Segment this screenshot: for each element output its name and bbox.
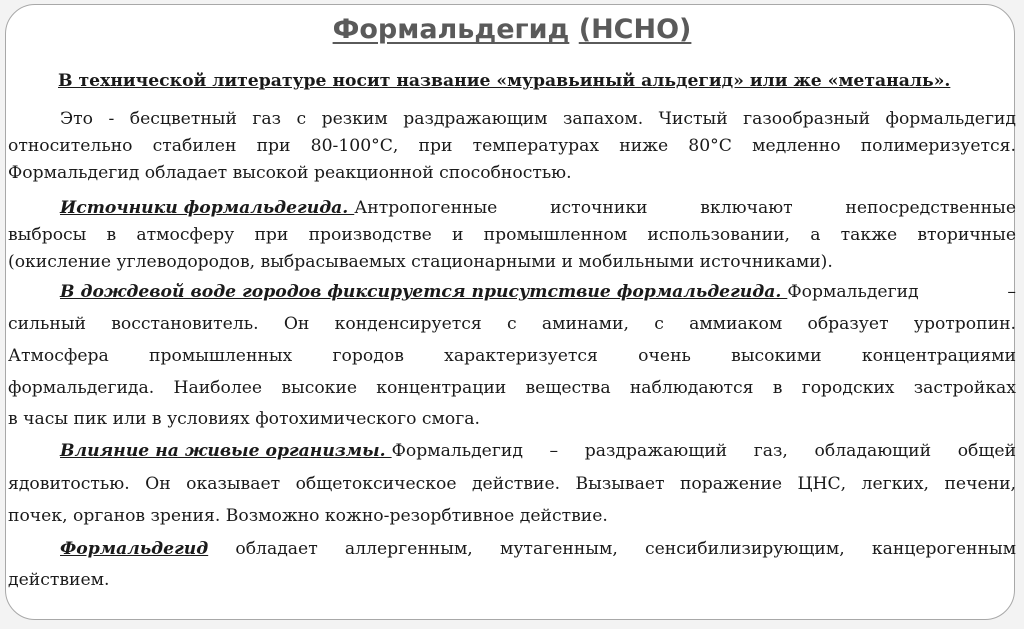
paragraph-3-line-1	[60, 281, 1016, 303]
paragraph-4-line-1-text: Формальдегид – раздражающий газ, обладающий общей	[391, 441, 1016, 461]
paragraph-3-heading: В дождевой воде городов фиксируется присутствие формальдегида.	[60, 282, 788, 302]
title-formula: (НСНО)	[578, 14, 692, 45]
paragraph-2-heading: Источники формальдегида.	[60, 198, 355, 218]
paragraph-1-line-3: Формальдегид обладает высокой реакционной способностью.	[8, 163, 572, 183]
paragraph-2-line-1-text: Антропогенные источники включают непосредственные	[354, 198, 1016, 218]
slide-subtitle: В технической литературе носит название «муравьиный альдегид» или же «метаналь».	[58, 71, 951, 91]
paragraph-2-line-1	[60, 197, 1016, 219]
paragraph-5-line-2: действием.	[8, 570, 110, 590]
paragraph-3-line-5: в часы пик или в условиях фотохимического смога.	[8, 409, 480, 429]
paragraph-4-heading: Влияние на живые организмы.	[60, 441, 392, 461]
slide-frame	[5, 4, 1015, 620]
paragraph-3-line-1-text: Формальдегид –	[787, 282, 1016, 302]
paragraph-2-line-2: выбросы в атмосферу при производстве и промышленном использовании, а также вторичные	[8, 225, 1016, 245]
paragraph-4-line-3: почек, органов зрения. Возможно кожно-резорбтивное действие.	[8, 506, 608, 526]
paragraph-2-line-3: (окисление углеводородов, выбрасываемых стационарными и мобильными источниками).	[8, 252, 833, 272]
paragraph-5-heading: Формальдегид	[60, 539, 209, 559]
paragraph-5-line-1-text: обладает аллергенным, мутагенным, сенсибилизирующим, канцерогенным	[208, 539, 1016, 559]
paragraph-3-line-4: формальдегида. Наиболее высокие концентрации вещества наблюдаются в городских застройках	[8, 378, 1016, 398]
paragraph-3-line-3: Атмосфера промышленных городов характеризуется очень высокими концентрациями	[8, 346, 1016, 366]
paragraph-4-line-2: ядовитостью. Он оказывает общетоксическое действие. Вызывает поражение ЦНС, легких, печени,	[8, 474, 1016, 494]
paragraph-3-line-2: сильный восстановитель. Он конденсируется с аминами, с аммиаком образует уротропин.	[8, 314, 1016, 334]
paragraph-5-line-1	[60, 538, 1016, 560]
slide-title	[0, 14, 1024, 45]
paragraph-1-line-2: относительно стабилен при 80-100°С, при температурах ниже 80°С медленно полимеризуется.	[8, 136, 1016, 156]
title-word-formaldehyde: Формальдегид	[332, 14, 570, 45]
paragraph-4-line-1	[60, 440, 1016, 462]
paragraph-1-line-1: Это - бесцветный газ с резким раздражающим запахом. Чистый газообразный формальдегид	[60, 109, 1016, 129]
